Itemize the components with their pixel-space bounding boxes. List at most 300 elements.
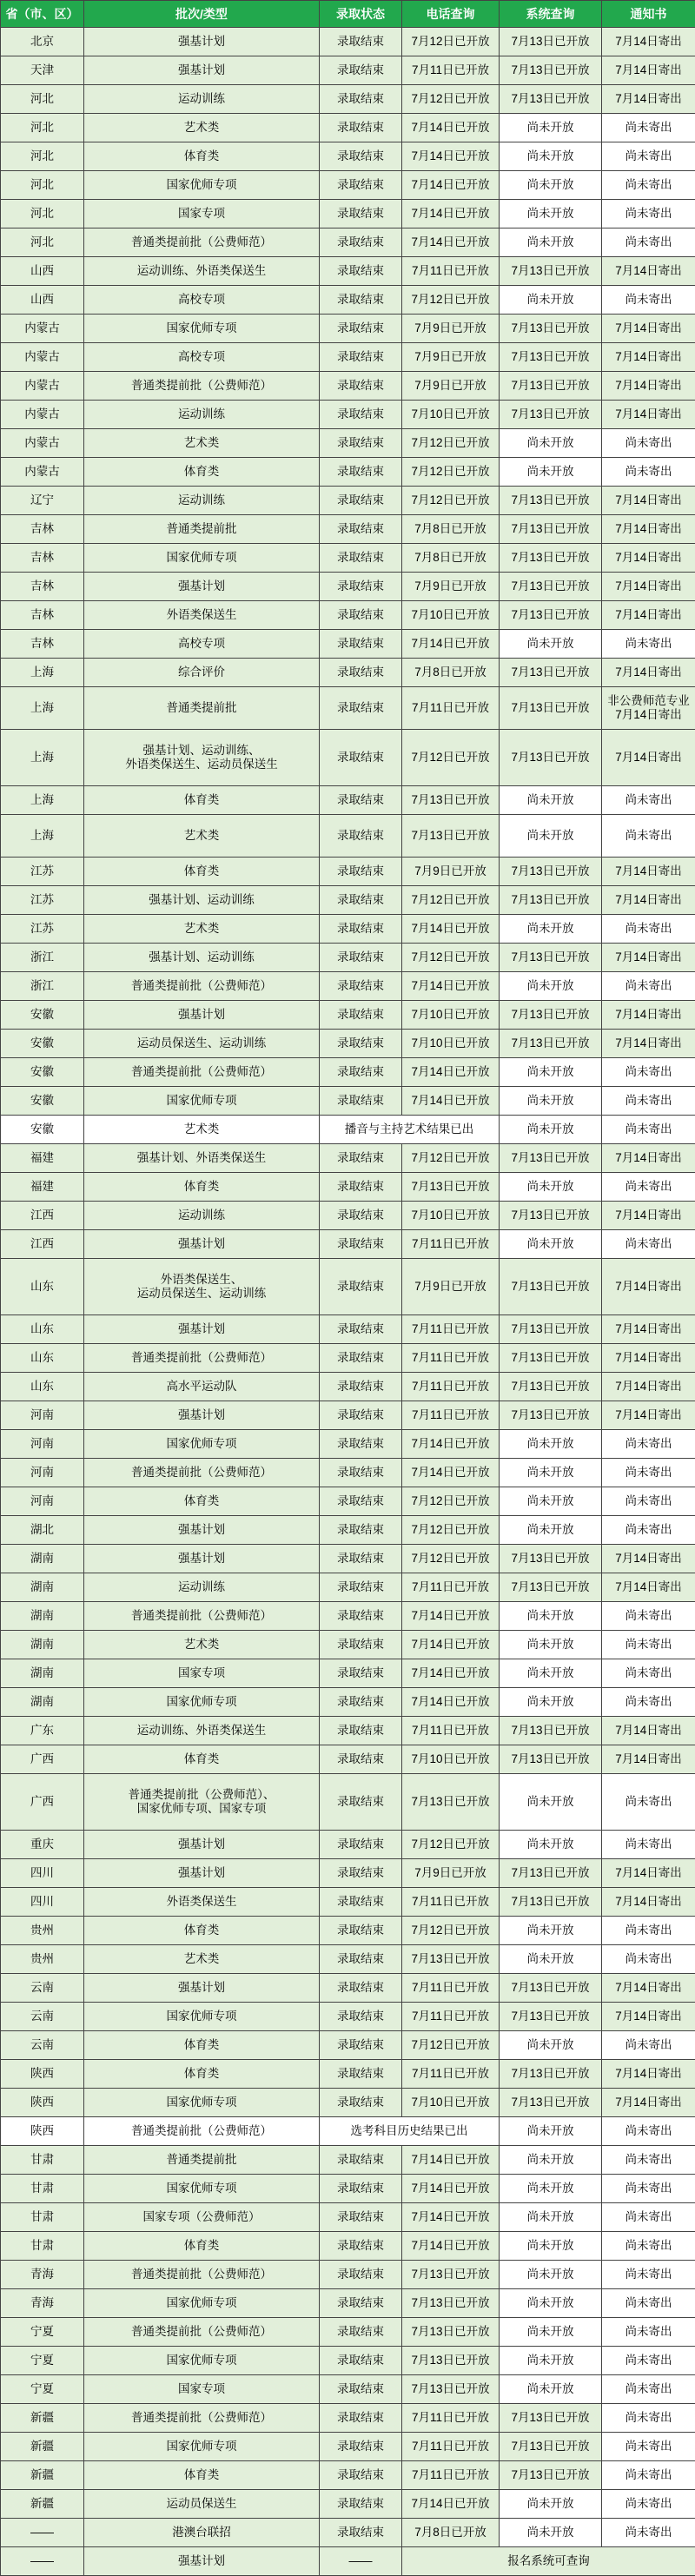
system-query-cell: 7月13日已开放 (500, 372, 602, 401)
province-cell: 陕西 (1, 2089, 84, 2117)
province-cell: 新疆 (1, 2490, 84, 2519)
batch-type-cell: 艺术类 (84, 915, 320, 944)
system-query-cell: 7月13日已开放 (500, 1344, 602, 1373)
system-query-cell: 7月13日已开放 (500, 1745, 602, 1774)
admission-status-cell: 录取结束 (320, 1631, 402, 1659)
batch-type-cell: 高水平运动队 (84, 1373, 320, 1401)
table-row (1, 1459, 695, 1487)
admission-status-cell: 录取结束 (320, 944, 402, 972)
notice-letter-cell: 7月14日寄出 (602, 1859, 695, 1888)
batch-type-cell: 高校专项 (84, 286, 320, 315)
phone-query-cell: 7月9日已开放 (402, 1259, 500, 1315)
province-cell: 湖南 (1, 1545, 84, 1573)
province-cell: 甘肃 (1, 2232, 84, 2261)
table-body (1, 28, 695, 2576)
notice-letter-cell: 尚未寄出 (602, 2175, 695, 2203)
table-row (1, 1659, 695, 1688)
phone-query-cell: 7月12日已开放 (402, 85, 500, 114)
province-cell: 浙江 (1, 944, 84, 972)
system-query-cell: 7月13日已开放 (500, 56, 602, 85)
admission-status-cell: 录取结束 (320, 286, 402, 315)
batch-type-cell: 运动训练 (84, 1202, 320, 1230)
admission-status-cell: 录取结束 (320, 114, 402, 142)
notice-letter-cell: 尚未寄出 (602, 228, 695, 257)
admission-status-cell: 录取结束 (320, 257, 402, 286)
phone-query-cell: 7月14日已开放 (402, 228, 500, 257)
phone-query-cell: 7月14日已开放 (402, 171, 500, 200)
table-row (1, 1831, 695, 1859)
phone-query-cell: 7月14日已开放 (402, 1087, 500, 1116)
admission-status-cell: 录取结束 (320, 1230, 402, 1259)
phone-query-cell: 7月11日已开放 (402, 687, 500, 730)
admission-status-cell: 录取结束 (320, 1659, 402, 1688)
province-cell: 广西 (1, 1774, 84, 1831)
table-row (1, 2461, 695, 2490)
batch-type-cell: 体育类 (84, 1487, 320, 1516)
province-cell: 内蒙古 (1, 429, 84, 458)
admission-status-cell: 录取结束 (320, 786, 402, 815)
phone-query-cell: 7月11日已开放 (402, 1315, 500, 1344)
system-query-cell: 7月13日已开放 (500, 944, 602, 972)
notice-letter-cell: 7月14日寄出 (602, 1259, 695, 1315)
notice-letter-cell: 尚未寄出 (602, 1087, 695, 1116)
admission-status-cell: 录取结束 (320, 1516, 402, 1545)
province-cell: 河南 (1, 1401, 84, 1430)
notice-letter-cell: 尚未寄出 (602, 286, 695, 315)
admission-status-cell: 录取结束 (320, 1087, 402, 1116)
notice-letter-cell: 尚未寄出 (602, 2232, 695, 2261)
phone-query-cell: 7月13日已开放 (402, 2289, 500, 2318)
province-cell: 湖南 (1, 1631, 84, 1659)
batch-type-cell: 国家优师专项 (84, 171, 320, 200)
batch-type-cell: 艺术类 (84, 114, 320, 142)
system-query-cell: 7月13日已开放 (500, 1144, 602, 1173)
table-row (1, 972, 695, 1001)
table-row (1, 171, 695, 200)
system-query-cell: 7月13日已开放 (500, 2404, 602, 2433)
batch-type-cell: 国家优师专项 (84, 1087, 320, 1116)
batch-type-cell: 国家优师专项 (84, 544, 320, 573)
system-query-cell: 7月13日已开放 (500, 1717, 602, 1745)
admission-status-cell: 录取结束 (320, 315, 402, 343)
admission-status-cell: 录取结束 (320, 2060, 402, 2089)
system-query-cell: 7月13日已开放 (500, 544, 602, 573)
admission-status-cell: 录取结束 (320, 2433, 402, 2461)
admission-status-cell: 录取结束 (320, 2347, 402, 2375)
system-query-cell: 尚未开放 (500, 786, 602, 815)
batch-type-cell: 国家专项 (84, 1659, 320, 1688)
notice-letter-cell: 尚未寄出 (602, 2404, 695, 2433)
notice-letter-cell: 7月14日寄出 (602, 2089, 695, 2117)
admission-status-cell: 录取结束 (320, 2261, 402, 2289)
batch-type-cell: 体育类 (84, 2031, 320, 2060)
province-cell: 河北 (1, 85, 84, 114)
table-row (1, 630, 695, 659)
system-query-cell: 尚未开放 (500, 1087, 602, 1116)
batch-type-cell: 普通类提前批（公费师范） (84, 972, 320, 1001)
admission-status-cell: 录取结束 (320, 2490, 402, 2519)
notice-letter-cell: 尚未寄出 (602, 815, 695, 858)
system-query-cell: 尚未开放 (500, 1945, 602, 1974)
notice-letter-cell: 尚未寄出 (602, 972, 695, 1001)
phone-query-cell: 7月9日已开放 (402, 315, 500, 343)
admission-status-cell: 录取结束 (320, 1688, 402, 1717)
notice-letter-cell: 7月14日寄出 (602, 1717, 695, 1745)
batch-type-cell: 国家优师专项 (84, 315, 320, 343)
batch-type-cell: 艺术类 (84, 1631, 320, 1659)
admission-status-cell: 录取结束 (320, 171, 402, 200)
province-cell: 广东 (1, 1717, 84, 1745)
table-row (1, 85, 695, 114)
system-query-cell: 7月13日已开放 (500, 687, 602, 730)
header-admission-status: 录取状态 (320, 1, 402, 28)
notice-letter-cell: 7月14日寄出 (602, 1888, 695, 1917)
admission-status-cell: —— (320, 2547, 402, 2576)
notice-letter-cell: 尚未寄出 (602, 1230, 695, 1259)
notice-letter-cell: 7月14日寄出 (602, 1144, 695, 1173)
phone-query-cell: 7月12日已开放 (402, 886, 500, 915)
notice-letter-cell: 尚未寄出 (602, 2146, 695, 2175)
batch-type-cell: 普通类提前批（公费师范）、 国家优师专项、国家专项 (84, 1774, 320, 1831)
notice-letter-cell: 尚未寄出 (602, 1516, 695, 1545)
notice-letter-cell: 7月14日寄出 (602, 944, 695, 972)
phone-query-cell: 7月10日已开放 (402, 1202, 500, 1230)
table-row (1, 730, 695, 786)
system-query-cell: 7月13日已开放 (500, 2003, 602, 2031)
phone-query-cell: 7月14日已开放 (402, 1631, 500, 1659)
table-row (1, 1401, 695, 1430)
system-query-cell: 7月13日已开放 (500, 1888, 602, 1917)
notice-letter-cell: 非公费师范专业 7月14日寄出 (602, 687, 695, 730)
table-row (1, 2261, 695, 2289)
admission-status-cell: 录取结束 (320, 2404, 402, 2433)
admission-status-cell: 录取结束 (320, 573, 402, 601)
system-query-cell: 尚未开放 (500, 2519, 602, 2547)
batch-type-cell: 运动员保送生、运动训练 (84, 1030, 320, 1058)
batch-type-cell: 普通类提前批（公费师范） (84, 1459, 320, 1487)
admission-status-cell: 录取结束 (320, 142, 402, 171)
phone-query-cell: 7月10日已开放 (402, 401, 500, 429)
table-row (1, 944, 695, 972)
phone-query-cell: 7月13日已开放 (402, 1173, 500, 1202)
admission-status-cell: 录取结束 (320, 1831, 402, 1859)
table-row (1, 2146, 695, 2175)
notice-letter-cell: 7月14日寄出 (602, 515, 695, 544)
admission-status-cell: 录取结束 (320, 515, 402, 544)
system-query-cell: 7月13日已开放 (500, 2060, 602, 2089)
table-row (1, 2490, 695, 2519)
admission-status-cell: 录取结束 (320, 2203, 402, 2232)
phone-query-cell: 7月12日已开放 (402, 730, 500, 786)
batch-type-cell: 体育类 (84, 858, 320, 886)
admission-status-cell: 录取结束 (320, 2089, 402, 2117)
phone-query-cell: 7月14日已开放 (402, 2175, 500, 2203)
batch-type-cell: 国家专项 (84, 2375, 320, 2404)
admission-status-cell: 录取结束 (320, 2232, 402, 2261)
province-cell: 内蒙古 (1, 401, 84, 429)
table-row (1, 1173, 695, 1202)
notice-letter-cell: 7月14日寄出 (602, 257, 695, 286)
province-cell: —— (1, 2547, 84, 2576)
table-row (1, 1144, 695, 1173)
system-query-cell: 7月13日已开放 (500, 1573, 602, 1602)
admission-status-cell: 录取结束 (320, 1545, 402, 1573)
notice-letter-cell: 尚未寄出 (602, 2519, 695, 2547)
system-query-cell: 尚未开放 (500, 228, 602, 257)
notice-letter-cell: 尚未寄出 (602, 1602, 695, 1631)
admission-status-cell: 录取结束 (320, 972, 402, 1001)
province-cell: 湖北 (1, 1516, 84, 1545)
table-row (1, 1516, 695, 1545)
phone-query-cell: 7月11日已开放 (402, 1888, 500, 1917)
batch-type-cell: 国家优师专项 (84, 1688, 320, 1717)
admission-status-cell: 录取结束 (320, 28, 402, 56)
batch-type-cell: 强基计划、运动训练 (84, 944, 320, 972)
province-cell: 安徽 (1, 1058, 84, 1087)
phone-query-cell: 7月8日已开放 (402, 659, 500, 687)
notice-letter-cell: 尚未寄出 (602, 458, 695, 487)
system-query-cell: 尚未开放 (500, 1459, 602, 1487)
batch-type-cell: 国家优师专项 (84, 1430, 320, 1459)
batch-type-cell: 强基计划 (84, 1001, 320, 1030)
admission-status-cell: 录取结束 (320, 1487, 402, 1516)
phone-query-cell: 7月10日已开放 (402, 601, 500, 630)
system-query-cell: 尚未开放 (500, 2031, 602, 2060)
system-query-cell: 尚未开放 (500, 972, 602, 1001)
system-query-cell: 7月13日已开放 (500, 85, 602, 114)
batch-type-cell: 强基计划 (84, 573, 320, 601)
table-row (1, 1030, 695, 1058)
notice-letter-cell: 7月14日寄出 (602, 2003, 695, 2031)
table-row (1, 372, 695, 401)
province-cell: 甘肃 (1, 2203, 84, 2232)
phone-query-cell: 7月11日已开放 (402, 1573, 500, 1602)
phone-query-cell: 7月13日已开放 (402, 2375, 500, 2404)
province-cell: 湖南 (1, 1602, 84, 1631)
province-cell: 内蒙古 (1, 372, 84, 401)
table-row (1, 1430, 695, 1459)
table-row (1, 1116, 695, 1144)
admission-status-cell: 录取结束 (320, 56, 402, 85)
system-query-cell: 尚未开放 (500, 200, 602, 228)
batch-type-cell: 强基计划 (84, 1974, 320, 2003)
notice-letter-cell: 尚未寄出 (602, 2031, 695, 2060)
province-cell: 河南 (1, 1487, 84, 1516)
batch-type-cell: 体育类 (84, 786, 320, 815)
province-cell: 陕西 (1, 2117, 84, 2146)
phone-query-cell: 7月12日已开放 (402, 1831, 500, 1859)
admission-status-note-cell: 播音与主持艺术结果已出 (320, 1116, 500, 1144)
province-cell: 云南 (1, 1974, 84, 2003)
system-query-cell: 7月13日已开放 (500, 2433, 602, 2461)
notice-letter-cell: 7月14日寄出 (602, 1344, 695, 1373)
header-system-query: 系统查询 (500, 1, 602, 28)
admission-status-cell: 录取结束 (320, 429, 402, 458)
notice-letter-cell: 尚未寄出 (602, 429, 695, 458)
notice-letter-cell: 7月14日寄出 (602, 1315, 695, 1344)
province-cell: 上海 (1, 815, 84, 858)
batch-type-cell: 高校专项 (84, 343, 320, 372)
phone-query-cell: 7月12日已开放 (402, 1516, 500, 1545)
header-batch-type: 批次/类型 (84, 1, 320, 28)
batch-type-cell: 普通类提前批（公费师范） (84, 228, 320, 257)
province-cell: 上海 (1, 786, 84, 815)
system-query-cell: 7月13日已开放 (500, 858, 602, 886)
batch-type-cell: 普通类提前批（公费师范） (84, 1344, 320, 1373)
table-header-row (1, 1, 695, 28)
notice-letter-cell: 尚未寄出 (602, 1688, 695, 1717)
system-query-cell: 7月13日已开放 (500, 659, 602, 687)
system-query-cell: 尚未开放 (500, 1430, 602, 1459)
batch-type-cell: 体育类 (84, 458, 320, 487)
notice-letter-cell: 尚未寄出 (602, 2117, 695, 2146)
phone-query-cell: 7月11日已开放 (402, 56, 500, 85)
batch-type-cell: 运动训练 (84, 487, 320, 515)
admission-status-cell: 录取结束 (320, 1315, 402, 1344)
notice-letter-cell: 7月14日寄出 (602, 1030, 695, 1058)
batch-type-cell: 外语类保送生 (84, 1888, 320, 1917)
table-row (1, 142, 695, 171)
province-cell: 安徽 (1, 1030, 84, 1058)
system-query-cell: 7月13日已开放 (500, 2089, 602, 2117)
admission-status-cell: 录取结束 (320, 1745, 402, 1774)
province-cell: 陕西 (1, 2060, 84, 2089)
phone-query-cell: 7月14日已开放 (402, 2203, 500, 2232)
table-row (1, 2060, 695, 2089)
province-cell: 北京 (1, 28, 84, 56)
batch-type-cell: 强基计划 (84, 28, 320, 56)
batch-type-cell: 普通类提前批（公费师范） (84, 1058, 320, 1087)
province-cell: 内蒙古 (1, 343, 84, 372)
system-query-cell: 尚未开放 (500, 2375, 602, 2404)
header-province: 省（市、区） (1, 1, 84, 28)
batch-type-cell: 外语类保送生、 运动员保送生、运动训练 (84, 1259, 320, 1315)
batch-type-cell: 运动员保送生 (84, 2490, 320, 2519)
province-cell: 河北 (1, 171, 84, 200)
admission-status-cell: 录取结束 (320, 1173, 402, 1202)
notice-letter-cell: 尚未寄出 (602, 1774, 695, 1831)
table-row (1, 2404, 695, 2433)
province-cell: 云南 (1, 2003, 84, 2031)
table-row (1, 1917, 695, 1945)
admission-status-cell: 录取结束 (320, 1888, 402, 1917)
phone-query-cell: 7月14日已开放 (402, 1459, 500, 1487)
province-cell: 江苏 (1, 858, 84, 886)
notice-letter-cell: 尚未寄出 (602, 2289, 695, 2318)
batch-type-cell: 强基计划 (84, 1859, 320, 1888)
province-cell: 宁夏 (1, 2318, 84, 2347)
phone-query-cell: 7月8日已开放 (402, 515, 500, 544)
notice-letter-cell: 7月14日寄出 (602, 1373, 695, 1401)
batch-type-cell: 艺术类 (84, 1116, 320, 1144)
batch-type-cell: 强基计划 (84, 1401, 320, 1430)
system-query-cell: 尚未开放 (500, 1774, 602, 1831)
table-row (1, 2232, 695, 2261)
notice-letter-cell: 尚未寄出 (602, 915, 695, 944)
system-query-cell: 7月13日已开放 (500, 1545, 602, 1573)
admission-status-cell: 录取结束 (320, 1202, 402, 1230)
phone-query-cell: 7月9日已开放 (402, 343, 500, 372)
phone-query-cell: 7月14日已开放 (402, 1602, 500, 1631)
batch-type-cell: 艺术类 (84, 429, 320, 458)
province-cell: 福建 (1, 1144, 84, 1173)
table-row (1, 2547, 695, 2576)
batch-type-cell: 强基计划 (84, 56, 320, 85)
batch-type-cell: 普通类提前批（公费师范） (84, 2261, 320, 2289)
notice-letter-cell: 7月14日寄出 (602, 601, 695, 630)
notice-letter-cell: 尚未寄出 (602, 1459, 695, 1487)
notice-letter-cell: 7月14日寄出 (602, 1573, 695, 1602)
table-row (1, 1717, 695, 1745)
batch-type-cell: 强基计划 (84, 2547, 320, 2576)
admission-status-cell: 录取结束 (320, 2146, 402, 2175)
notice-letter-cell: 7月14日寄出 (602, 1001, 695, 1030)
province-cell: 山西 (1, 257, 84, 286)
phone-query-cell: 7月12日已开放 (402, 1545, 500, 1573)
notice-letter-cell: 7月14日寄出 (602, 56, 695, 85)
admission-status-cell: 录取结束 (320, 2175, 402, 2203)
batch-type-cell: 综合评价 (84, 659, 320, 687)
table-row (1, 1230, 695, 1259)
table-row (1, 1888, 695, 1917)
admission-status-cell: 录取结束 (320, 2519, 402, 2547)
admission-status-cell: 录取结束 (320, 630, 402, 659)
table-row (1, 1602, 695, 1631)
system-query-cell: 7月13日已开放 (500, 1001, 602, 1030)
admission-status-cell: 录取结束 (320, 458, 402, 487)
table-row (1, 601, 695, 630)
batch-type-cell: 强基计划 (84, 1831, 320, 1859)
table-row (1, 114, 695, 142)
phone-query-cell: 7月10日已开放 (402, 1745, 500, 1774)
phone-query-cell: 7月11日已开放 (402, 2060, 500, 2089)
province-cell: 河南 (1, 1430, 84, 1459)
phone-query-cell: 7月13日已开放 (402, 815, 500, 858)
system-query-cell: 尚未开放 (500, 114, 602, 142)
table-row (1, 200, 695, 228)
table-row (1, 401, 695, 429)
system-query-cell: 尚未开放 (500, 2490, 602, 2519)
table-row (1, 886, 695, 915)
admission-status-cell: 录取结束 (320, 1030, 402, 1058)
province-cell: 江西 (1, 1230, 84, 1259)
admission-status-cell: 录取结束 (320, 228, 402, 257)
system-query-cell: 尚未开放 (500, 1831, 602, 1859)
batch-type-cell: 运动训练、外语类保送生 (84, 1717, 320, 1745)
phone-query-cell: 7月14日已开放 (402, 142, 500, 171)
phone-query-cell: 7月14日已开放 (402, 1688, 500, 1717)
phone-query-cell: 7月12日已开放 (402, 487, 500, 515)
system-query-cell: 7月13日已开放 (500, 515, 602, 544)
notice-letter-cell: 7月14日寄出 (602, 659, 695, 687)
admission-status-cell: 录取结束 (320, 200, 402, 228)
admission-status-cell: 录取结束 (320, 915, 402, 944)
province-cell: 宁夏 (1, 2375, 84, 2404)
system-query-cell: 尚未开放 (500, 2232, 602, 2261)
province-cell: 新疆 (1, 2404, 84, 2433)
province-cell: 上海 (1, 659, 84, 687)
phone-query-cell: 7月9日已开放 (402, 1859, 500, 1888)
province-cell: 天津 (1, 56, 84, 85)
admission-status-cell: 录取结束 (320, 687, 402, 730)
table-row (1, 687, 695, 730)
batch-type-cell: 国家专项 (84, 200, 320, 228)
system-query-cell: 尚未开放 (500, 1230, 602, 1259)
batch-type-cell: 运动训练 (84, 401, 320, 429)
batch-type-cell: 强基计划、外语类保送生 (84, 1144, 320, 1173)
province-cell: 安徽 (1, 1001, 84, 1030)
notice-letter-cell: 尚未寄出 (602, 171, 695, 200)
